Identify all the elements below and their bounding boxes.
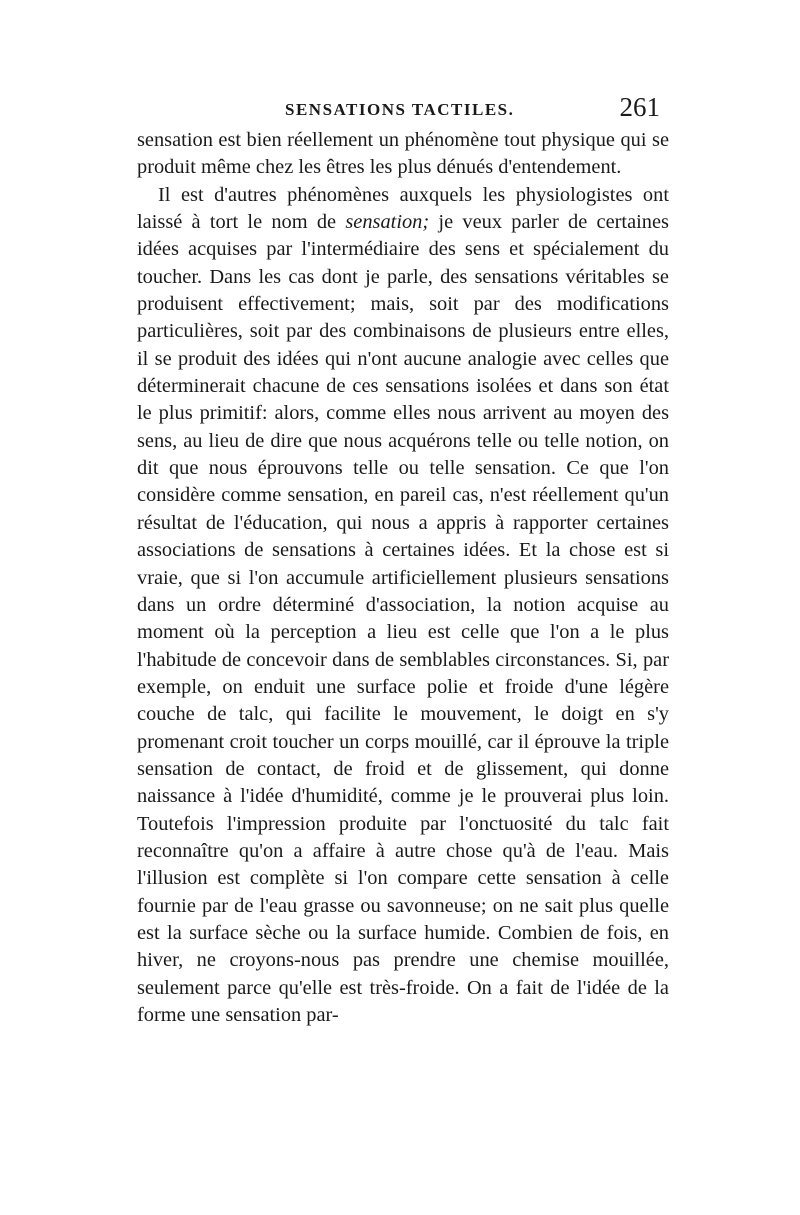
page-header [137,92,660,128]
page-number: 261 [619,92,660,122]
emphasized-term: sensation; [345,211,430,234]
running-head: SENSATIONS TACTILES. [285,100,515,119]
paragraph-continuation: sensation est bien réellement un phénomène tout physique qui se produit même chez les êtres les plus dénués d'entendement. [137,129,669,179]
body-text [137,127,669,1029]
paragraph-main [137,182,669,1030]
paragraph-text-start: Il est d'autres phénomènes auxquels les physiologistes ont laissé à tort le nom de [137,183,669,234]
paragraph-text-rest: je veux parler de certaines idées acquises par l'intermédiaire des sens et spécialement du toucher. Dans les cas dont je parle, des sensations véritables se produisent effectivement; mais, soit par des modifications particulières, soit par des combinaisons de plusieurs entre elles, il se produit des idées qui n'ont aucune analogie avec celles que déterminerait chacune de ces sensations isolées et dans son état le plus primitif: alors, comme elles nous arrivent au moyen des sens, au lieu de dire que nous acquérons telle ou telle notion, on dit que nous éprouvons telle ou telle sensation. Ce que l'on considère comme sensation, en pareil cas, n'est réellement qu'un résultat de l'éducation, qui nous a appris à rapporter certaines associations de sensations à certaines idées. Et la chose est si vraie, que si l'on accumule artificiellement plusieurs sensations dans un ordre déterminé d'association, la notion acquise au moment où la perception a lieu est celle que l'on a le plus l'habitude de concevoir dans de semblables circonstances. Si, par exemple, on enduit une surface polie et froide d'une légère couche de talc, qui facilite le mouvement, le doigt en s'y promenant croit toucher un corps mouillé, car il éprouve la triple sensation de contact, de froid et de glissement, qui donne naissance à l'idée d'humidité, comme je le prouverai plus loin. Toutefois l'impression produite par l'onctuosité du talc fait reconnaître qu'on a affaire à autre chose qu'à de l'eau. Mais l'illusion est complète si l'on compare cette sensation à celle fournie par de l'eau grasse ou savonneuse; on ne sait plus quelle est la surface sèche ou la surface humide. Combien de fois, en hiver, ne croyons-nous pas prendre une chemise mouillée, seulement parce qu'elle est très-froide. On a fait de l'idée de la forme une sensation par- [137,211,669,1026]
